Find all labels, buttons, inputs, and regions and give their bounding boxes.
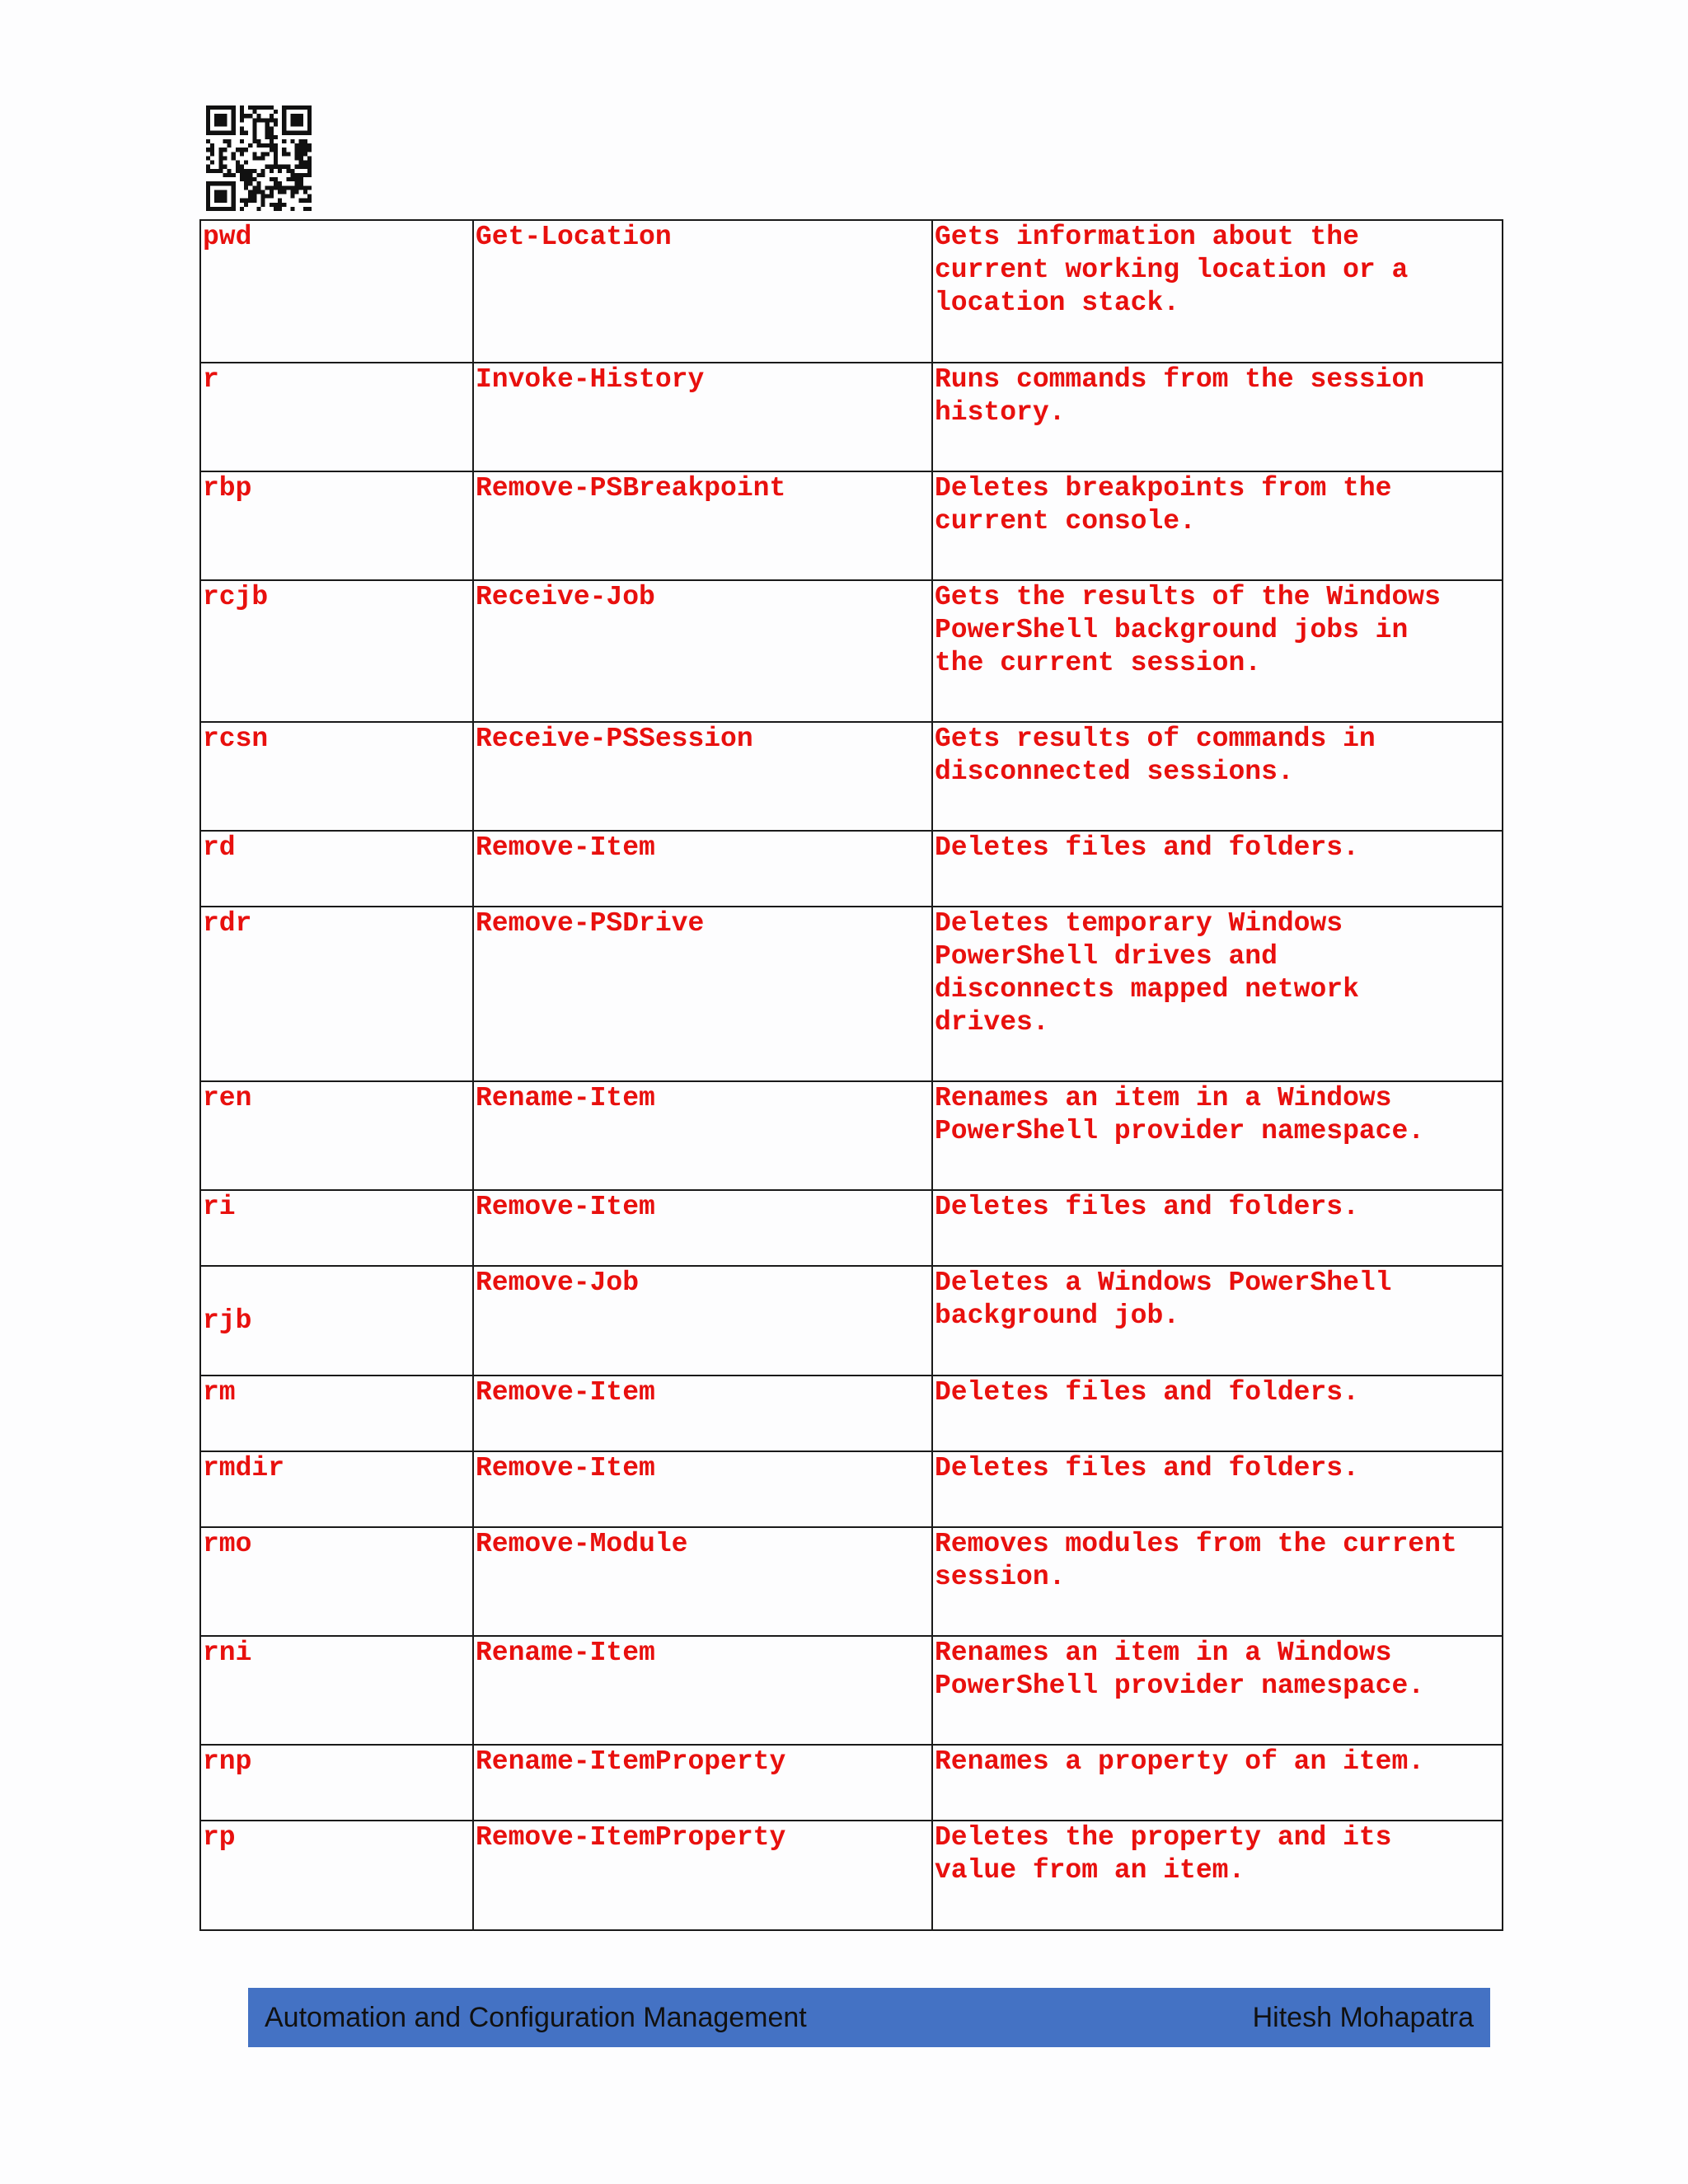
footer-author: Hitesh Mohapatra [1252,2001,1474,2033]
table-row [200,1190,1503,1266]
table-row [200,1376,1503,1451]
table-row [200,1527,1503,1636]
cmdlet-cell: Remove-PSDrive [473,907,932,1081]
description-cell: Deletes breakpoints from the current console. [932,471,1503,580]
cmdlet-cell: Receive-Job [473,580,932,722]
alias-cell: r [200,363,473,471]
alias-cell: rmdir [200,1451,473,1527]
cmdlet-cell: Rename-Item [473,1081,932,1190]
alias-cell: rmo [200,1527,473,1636]
description-cell: Deletes files and folders. [932,1451,1503,1527]
cmdlet-cell: Rename-Item [473,1636,932,1745]
cmdlet-cell: Remove-Item [473,1190,932,1266]
description-cell: Deletes temporary Windows PowerShell drives and disconnects mapped network drives. [932,907,1503,1081]
alias-cell: rjb [200,1266,473,1376]
description-cell: Gets the results of the Windows PowerShell background jobs in the current session. [932,580,1503,722]
alias-cell: rdr [200,907,473,1081]
alias-cell: rp [200,1821,473,1930]
description-cell: Deletes the property and its value from an item. [932,1821,1503,1930]
alias-cell: rnp [200,1745,473,1821]
description-cell: Gets information about the current working location or a location stack. [932,220,1503,363]
footer-bar [248,1988,1490,2047]
cmdlet-cell: Remove-PSBreakpoint [473,471,932,580]
table-row [200,1081,1503,1190]
description-cell: Renames an item in a Windows PowerShell provider namespace. [932,1081,1503,1190]
alias-cell: rcjb [200,580,473,722]
table-row [200,1266,1503,1376]
description-cell: Deletes files and folders. [932,1190,1503,1266]
table-row [200,471,1503,580]
cmdlet-cell: Remove-Item [473,1451,932,1527]
table-row [200,1636,1503,1745]
alias-cell: rni [200,1636,473,1745]
description-cell: Runs commands from the session history. [932,363,1503,471]
description-cell: Deletes files and folders. [932,831,1503,907]
cmdlet-cell: Remove-ItemProperty [473,1821,932,1930]
alias-cell: ren [200,1081,473,1190]
description-cell: Renames a property of an item. [932,1745,1503,1821]
table-row [200,907,1503,1081]
cmdlet-cell: Remove-Item [473,1376,932,1451]
cmdlet-cell: Remove-Item [473,831,932,907]
table-row [200,1821,1503,1930]
table-row [200,220,1503,363]
table-row [200,722,1503,831]
table-row [200,1451,1503,1527]
table-row [200,580,1503,722]
alias-table [199,219,1503,1931]
description-cell: Removes modules from the current session. [932,1527,1503,1636]
cmdlet-cell: Get-Location [473,220,932,363]
description-cell: Renames an item in a Windows PowerShell provider namespace. [932,1636,1503,1745]
cmdlet-cell: Rename-ItemProperty [473,1745,932,1821]
qr-code-icon [206,105,312,211]
alias-cell: rd [200,831,473,907]
table-row [200,831,1503,907]
description-cell: Gets results of commands in disconnected sessions. [932,722,1503,831]
table-row [200,1745,1503,1821]
alias-cell: rm [200,1376,473,1451]
cmdlet-cell: Invoke-History [473,363,932,471]
alias-table-body [200,220,1503,1930]
alias-cell: rcsn [200,722,473,831]
cmdlet-cell: Receive-PSSession [473,722,932,831]
description-cell: Deletes a Windows PowerShell background job. [932,1266,1503,1376]
cmdlet-cell: Remove-Module [473,1527,932,1636]
description-cell: Deletes files and folders. [932,1376,1503,1451]
alias-cell: rbp [200,471,473,580]
footer-title: Automation and Configuration Management [265,2001,807,2033]
alias-cell: ri [200,1190,473,1266]
alias-cell: pwd [200,220,473,363]
table-row [200,363,1503,471]
cmdlet-cell: Remove-Job [473,1266,932,1376]
